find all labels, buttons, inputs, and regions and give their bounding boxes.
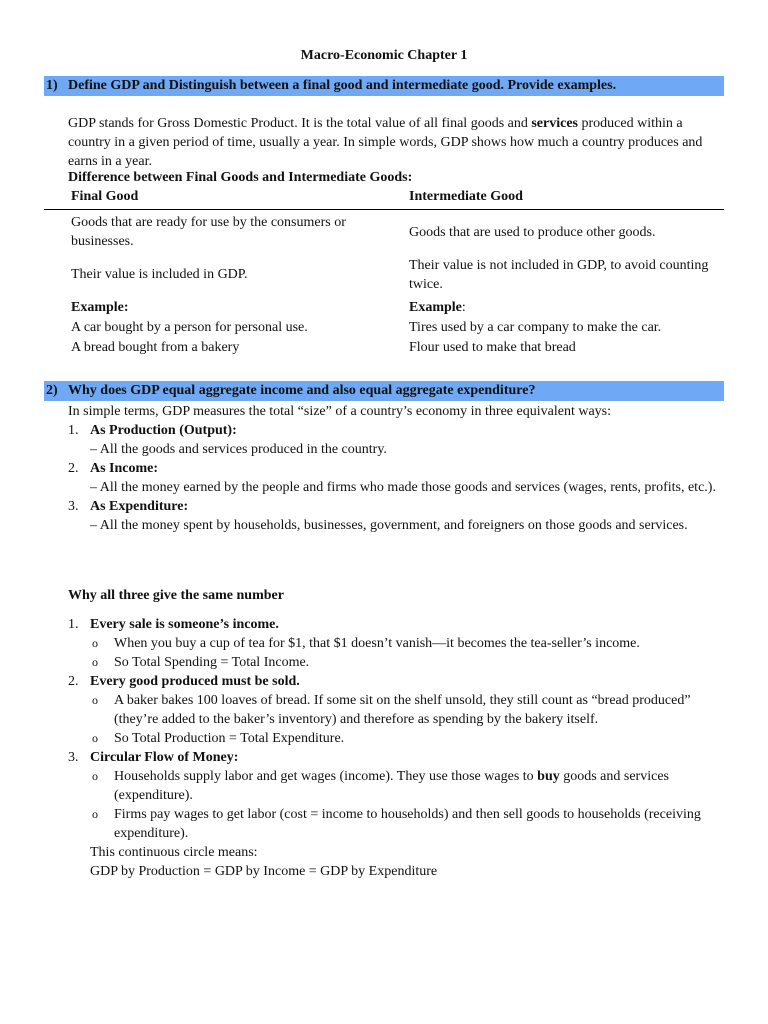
gdp-ways-list bbox=[68, 421, 728, 535]
table-cell-intermediate-gdp: Their value is not included in GDP, to avoid counting twice. bbox=[409, 258, 709, 292]
gdp-definition-bold: services bbox=[531, 116, 579, 131]
example-label-intermediate-colon: : bbox=[461, 300, 466, 315]
list-item bbox=[68, 421, 728, 459]
reason-title: Every sale is someone’s income. bbox=[90, 617, 279, 632]
reasons-list bbox=[68, 615, 728, 881]
bullet-icon: o bbox=[92, 807, 98, 821]
bullet-text: When you buy a cup of tea for $1, that $1 doesn’t vanish—it becomes the tea-seller’s income. bbox=[114, 636, 640, 651]
bullet-icon: o bbox=[92, 769, 98, 783]
list-number: 3. bbox=[68, 750, 79, 765]
example-intermediate-2: Flour used to make that bread bbox=[409, 340, 576, 355]
bullet-icon: o bbox=[92, 731, 98, 745]
question-1-number: 1) bbox=[46, 78, 58, 93]
table-header-final-good: Final Good bbox=[71, 189, 139, 204]
question-1-header bbox=[44, 76, 724, 96]
table-divider bbox=[44, 209, 724, 210]
bullet-text: Firms pay wages to get labor (cost = income to households) and then sell goods to households (receiving expenditure). bbox=[114, 807, 701, 841]
example-final-2: A bread bought from a bakery bbox=[71, 340, 240, 355]
list-item bbox=[68, 459, 728, 497]
way-title: As Expenditure: bbox=[90, 499, 189, 514]
list-number: 1. bbox=[68, 423, 79, 438]
bullet-item bbox=[68, 691, 728, 729]
list-number: 2. bbox=[68, 461, 79, 476]
list-item bbox=[68, 672, 728, 691]
way-description: – All the money spent by households, businesses, government, and foreigners on those goods and services. bbox=[90, 518, 688, 533]
list-item bbox=[68, 748, 728, 767]
gdp-definition-part-a: GDP stands for Gross Domestic Product. It is the total value of all final goods and bbox=[68, 116, 532, 131]
way-description: – All the money earned by the people and firms who made those goods and services (wages, rents, profits, etc.). bbox=[90, 480, 716, 495]
bullet-item bbox=[68, 653, 728, 672]
bullet-text: So Total Spending = Total Income. bbox=[114, 655, 310, 670]
list-item bbox=[68, 497, 728, 535]
reason-title: Every good produced must be sold. bbox=[90, 674, 300, 689]
gdp-definition-part-b: produced within a country in a given period of time, usually a year. In simple words, GDP shows how much a country produces and earns in a year. bbox=[68, 116, 703, 169]
bullet-item bbox=[68, 767, 728, 805]
bullet-item bbox=[68, 805, 728, 843]
question-1-text: Define GDP and Distinguish between a final good and intermediate good. Provide examples. bbox=[68, 78, 617, 93]
bullet-icon: o bbox=[92, 655, 98, 669]
closing-line-2: GDP by Production = GDP by Income = GDP by Expenditure bbox=[90, 864, 438, 879]
bullet-icon: o bbox=[92, 693, 98, 707]
closing-line-1: This continuous circle means: bbox=[90, 845, 258, 860]
difference-heading: Difference between Final Goods and Intermediate Goods: bbox=[68, 170, 413, 185]
question-2-text: Why does GDP equal aggregate income and also equal aggregate expenditure? bbox=[68, 383, 536, 398]
example-final-1: A car bought by a person for personal use. bbox=[71, 320, 308, 335]
way-title: As Income: bbox=[90, 461, 159, 476]
list-number: 3. bbox=[68, 499, 79, 514]
question-2-header bbox=[44, 381, 724, 401]
page-title: Macro-Economic Chapter 1 bbox=[300, 48, 468, 63]
way-description: – All the goods and services produced in the country. bbox=[90, 442, 387, 457]
table-header-intermediate-good: Intermediate Good bbox=[409, 189, 523, 204]
example-label-intermediate bbox=[409, 298, 709, 317]
reason-title: Circular Flow of Money: bbox=[90, 750, 239, 765]
table-cell-intermediate-definition: Goods that are used to produce other goods. bbox=[409, 225, 656, 240]
bullet-item bbox=[68, 634, 728, 653]
list-item bbox=[68, 615, 728, 634]
example-label-intermediate-bold: Example bbox=[409, 300, 462, 315]
why-heading: Why all three give the same number bbox=[68, 588, 284, 603]
question-2-number: 2) bbox=[46, 383, 58, 398]
bullet-text-bold: buy bbox=[537, 769, 560, 784]
table-cell-final-definition: Goods that are ready for use by the consumers or businesses. bbox=[71, 215, 346, 249]
list-number: 1. bbox=[68, 617, 79, 632]
bullet-text-part-b: goods and services (expenditure). bbox=[114, 769, 669, 803]
bullet-item bbox=[68, 729, 728, 748]
q2-intro: In simple terms, GDP measures the total “size” of a country’s economy in three equivalent ways: bbox=[68, 404, 611, 419]
example-label-final: Example: bbox=[71, 300, 129, 315]
bullet-icon: o bbox=[92, 636, 98, 650]
example-intermediate-1: Tires used by a car company to make the car. bbox=[409, 320, 662, 335]
table-cell-final-gdp: Their value is included in GDP. bbox=[71, 267, 248, 282]
list-number: 2. bbox=[68, 674, 79, 689]
bullet-text-part-a: Households supply labor and get wages (income). They use those wages to bbox=[114, 769, 538, 784]
gdp-definition bbox=[68, 114, 724, 171]
way-title: As Production (Output): bbox=[90, 423, 237, 438]
bullet-text: A baker bakes 100 loaves of bread. If some sit on the shelf unsold, they still count as “bread produced” (they’re added to the baker’s inventory) and therefore as spending by the bakery itself. bbox=[114, 693, 691, 727]
bullet-text: So Total Production = Total Expenditure. bbox=[114, 731, 345, 746]
